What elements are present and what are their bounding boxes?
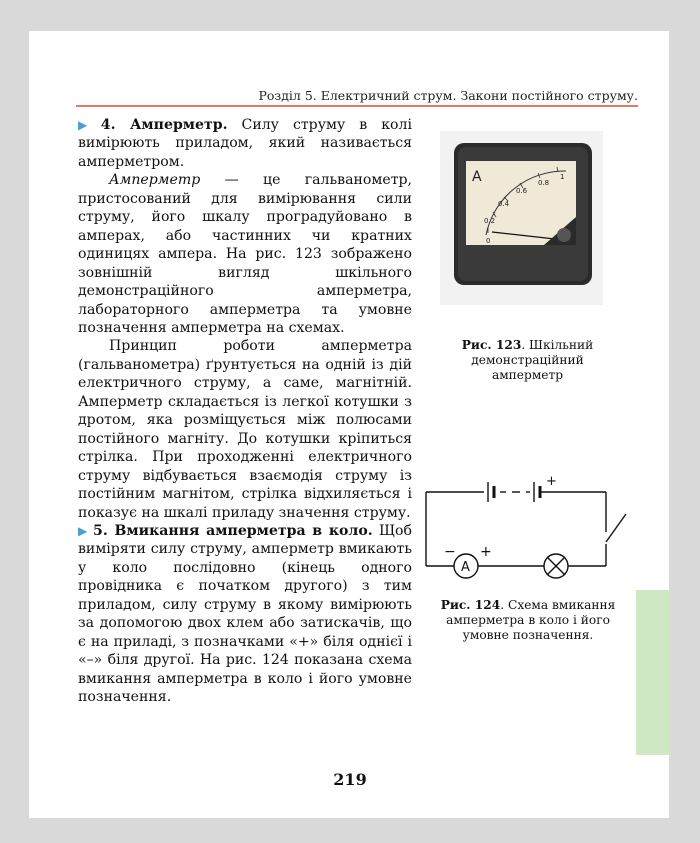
section-4-lead: Силу струму в колі вимірюють приладом, який називається амперметром. <box>78 117 412 170</box>
ammeter-plus-sign: + <box>480 544 492 560</box>
principle-paragraph: Принцип роботи амперметра (гальванометра) ґрунтується на одній із дій електричного струму, а саме, магнітній. Амперметр складається із легкої котушки з дротом, яка розміщується між полюсами постійного магніту. До котушки кріпиться стрілка. При проходженні електричного струму відбувається взаємодія струму із постійним магнітом, стрілка відхиляється і показує на шкалі приладу значення струму. <box>78 338 412 521</box>
scale-label: 0.8 <box>538 179 550 187</box>
triangle-bullet-icon: ▶ <box>78 523 90 538</box>
definition-text: — це гальванометр, пристосований для вимірювання сили струму, його шкалу проградуйовано в амперах, або частинних чи кратних одиницях ампера. На рис. 123 зображено зовнішній вигляд шкільного демонстраційного амперметра, лабораторного амперметра та умовне позначення амперметра на схемах. <box>78 172 412 336</box>
scale-label: 1 <box>560 173 565 181</box>
triangle-bullet-icon: ▶ <box>78 118 97 132</box>
definition-paragraph <box>78 171 412 337</box>
term-ammeter: Амперметр <box>109 172 201 189</box>
ammeter-circuit-diagram <box>420 470 632 588</box>
scale-label: 0.6 <box>516 187 528 195</box>
scale-label: 0.2 <box>484 217 496 225</box>
figure-124-caption-text: . Схема вмикання амперметра в коло і його умовне позначення. <box>446 598 616 642</box>
section-4-paragraph <box>78 116 412 171</box>
figure-123-caption <box>440 338 615 383</box>
section-5-heading: 5. Вмикання амперметра в коло. <box>93 522 373 539</box>
figure-123-caption-text: . Шкільний демонстраційний амперметр <box>471 338 594 382</box>
side-tab <box>636 590 670 755</box>
ammeter-photo <box>440 131 603 305</box>
figure-123-label: Рис. 123 <box>461 338 522 352</box>
ammeter-illustration <box>440 131 603 305</box>
ammeter-minus-sign: − <box>444 544 456 560</box>
ammeter-symbol: A <box>461 560 470 575</box>
running-header: Розділ 5. Електричний струм. Закони постійного струму. <box>258 88 638 103</box>
battery-plus-sign: + <box>546 474 557 489</box>
scale-label: 0 <box>486 237 491 245</box>
section-5-body: Щоб виміряти силу струму, амперметр вмикають у коло послідовно (кінець одного провідника є початком другого) з тим приладом, силу струму в якому вимірюють за допомогою двох клем або затискачів, що є на приладі, з позначками «+» біля однієї і «–» біля другої. На рис. 124 показана схема вмикання амперметра в коло і його умовне позначення. <box>78 522 413 706</box>
scale-label: 0.4 <box>498 200 510 208</box>
page-number: 219 <box>333 770 367 789</box>
figure-124-caption <box>428 598 628 643</box>
section-5-paragraph <box>78 522 412 707</box>
meter-letter: A <box>472 169 482 185</box>
figure-124-label: Рис. 124 <box>440 598 501 612</box>
section-4-heading: 4. Амперметр. <box>100 117 228 133</box>
main-text-column <box>78 116 412 707</box>
header-rule <box>76 105 638 107</box>
